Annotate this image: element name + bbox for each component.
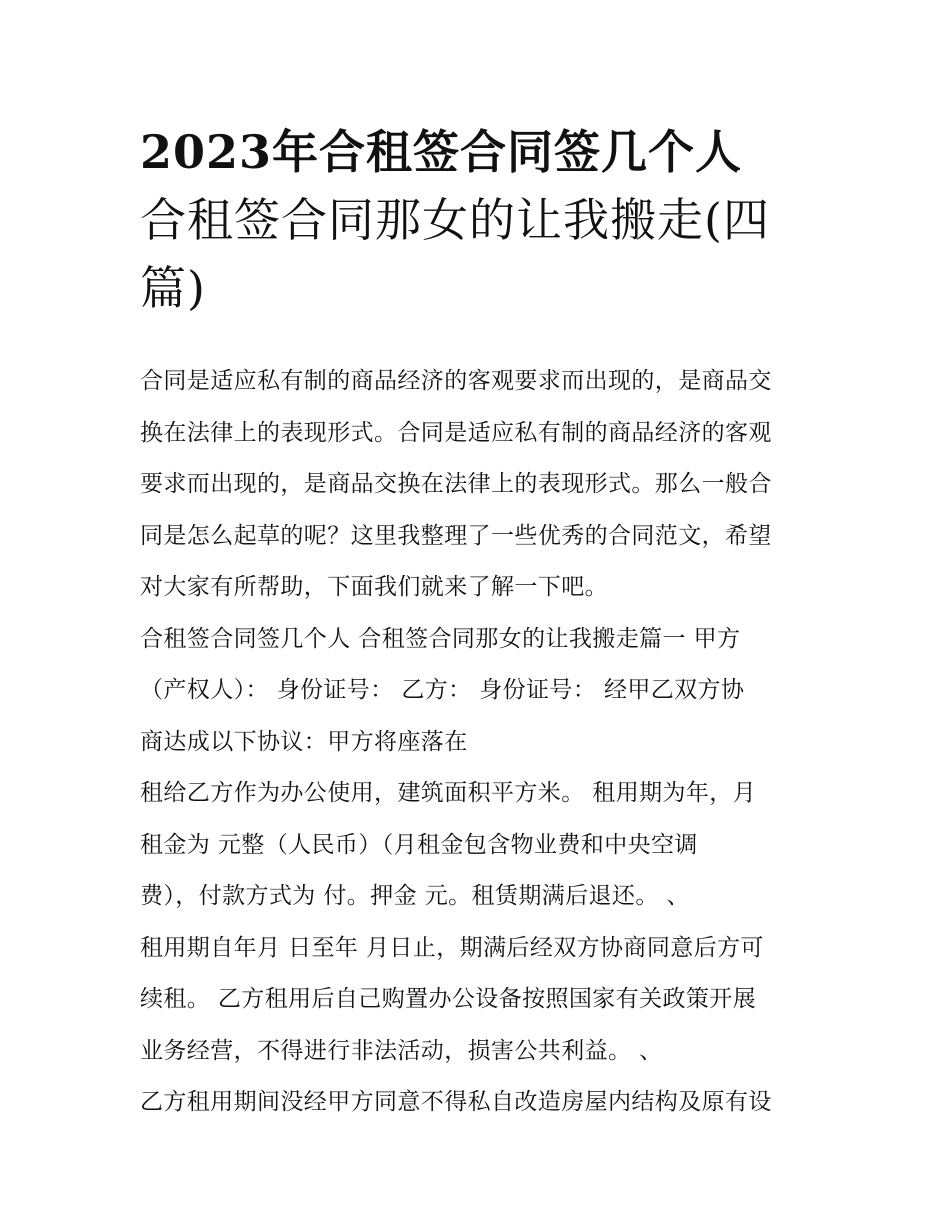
body-line: 续租。 乙方租用后自己购置办公设备按照国家有关政策开展 (140, 986, 757, 1012)
title-line-1: 2023年合租签合同签几个人 (140, 125, 743, 179)
body-line: 租用期自年月 日至年 月日止，期满后经双方协商同意后方可 (140, 934, 764, 961)
body-line: 租金为 元整（人民币）（月租金包含物业费和中央空调 (140, 831, 698, 858)
body-line: 对大家有所帮助，下面我们就来了解一下吧。 (140, 574, 608, 600)
title-line-3: 篇) (140, 261, 206, 315)
body-line: 乙方租用期间没经甲方同意不得私自改造房屋内结构及原有设 (140, 1089, 772, 1115)
title-line-2: 合租签合同那女的让我搬走(四 (140, 193, 770, 247)
body-line: （产权人）： 身份证号： 乙方： 身份证号： 经甲乙双方协 (140, 677, 745, 703)
document-body (140, 356, 830, 1129)
body-line: 租给乙方作为办公使用，建筑面积平方米。 租用期为年，月 (140, 780, 757, 806)
body-line: 换在法律上的表现形式。合同是适应私有制的商品经济的客观 (140, 419, 772, 446)
body-line: 费），付款方式为 付。押金 元。租赁期满后退还。 、 (140, 883, 690, 909)
body-line: 同是怎么起草的呢？这里我整理了一些优秀的合同范文，希望 (140, 522, 772, 549)
body-line: 业务经营，不得进行非法活动，损害公共利益。 、 (140, 1037, 663, 1064)
body-line: 合同是适应私有制的商品经济的客观要求而出现的，是商品交 (140, 368, 772, 394)
body-line: 要求而出现的，是商品交换在法律上的表现形式。那么一般合 (140, 471, 772, 497)
body-line: 商达成以下协议：甲方将座落在 (140, 728, 468, 755)
document-title (140, 118, 830, 322)
body-line: 合租签合同签几个人 合租签合同那女的让我搬走篇一 甲方 (140, 625, 741, 652)
